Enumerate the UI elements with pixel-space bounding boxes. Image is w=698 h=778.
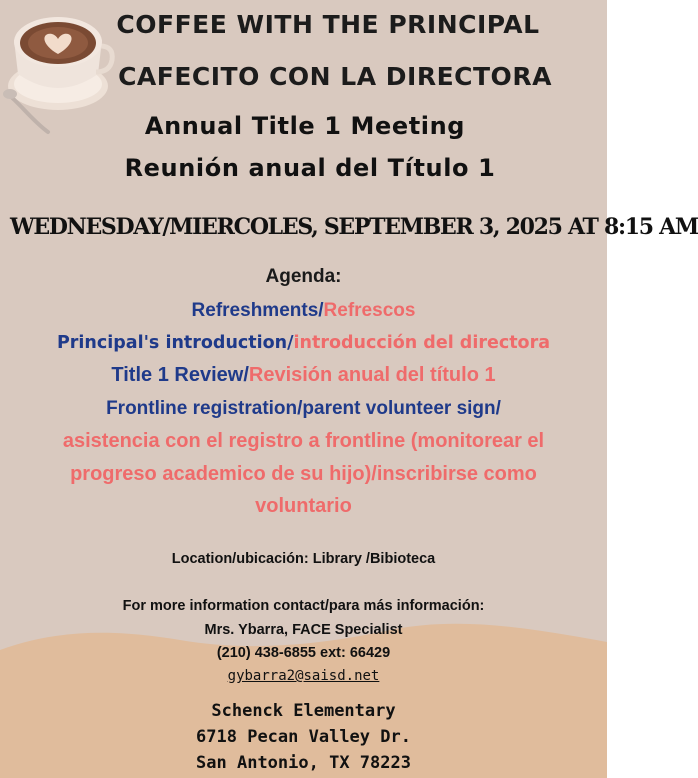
agenda-item-refreshments [0,300,607,322]
school-street: 6718 Pecan Valley Dr. [196,727,411,747]
agenda-item-frontline-english: Frontline registration/parent volunteer sign/ [106,398,501,419]
school-city: San Antonio, TX 78223 [196,753,411,773]
event-date: WEDNESDAY/MIERCOLES, SEPTEMBER 3, 2025 AT 8:15 AM [10,214,698,240]
subtitle-english: Annual Title 1 Meeting [144,112,466,140]
subtitle-spanish: Reunión anual del Título 1 [124,154,496,182]
contact-name: Mrs. Ybarra, FACE Specialist [204,622,403,638]
agenda-item-separator: / [318,300,324,321]
agenda-item-frontline-spanish-line1: asistencia con el registro a frontline (monitorear el [62,430,545,452]
agenda-item-english: Title 1 Review [111,364,244,386]
agenda-heading: Agenda: [265,266,342,287]
title-spanish: CAFECITO CON LA DIRECTORA [118,62,552,91]
contact-phone: (210) 438-6855 ext: 66429 [216,645,391,661]
agenda-item-title1-review [0,364,607,387]
location-text: Location/ubicación: Library /Bibioteca [171,551,436,567]
agenda-item-spanish: introducción del directora [293,333,551,353]
agenda-item-frontline-spanish-line2: progreso academico de su hijo)/inscribirse como [70,463,537,485]
contact-email-link[interactable]: gybarra2@saisd.net [227,668,380,684]
agenda-item-separator: / [287,333,294,353]
contact-heading: For more information contact/para más información: [122,598,485,614]
agenda-item-english: Principal's introduction [56,333,288,353]
title-english: COFFEE WITH THE PRINCIPAL [116,10,540,39]
agenda-item-introduction [0,333,607,353]
agenda-item-frontline-spanish-line3: voluntario [255,495,352,517]
agenda-item-spanish: Refrescos [323,300,416,321]
agenda-item-spanish: Revisión anual del título 1 [248,364,496,386]
school-name: Schenck Elementary [211,701,396,721]
agenda-item-english: Refreshments [191,300,319,321]
agenda-item-separator: / [243,364,249,386]
